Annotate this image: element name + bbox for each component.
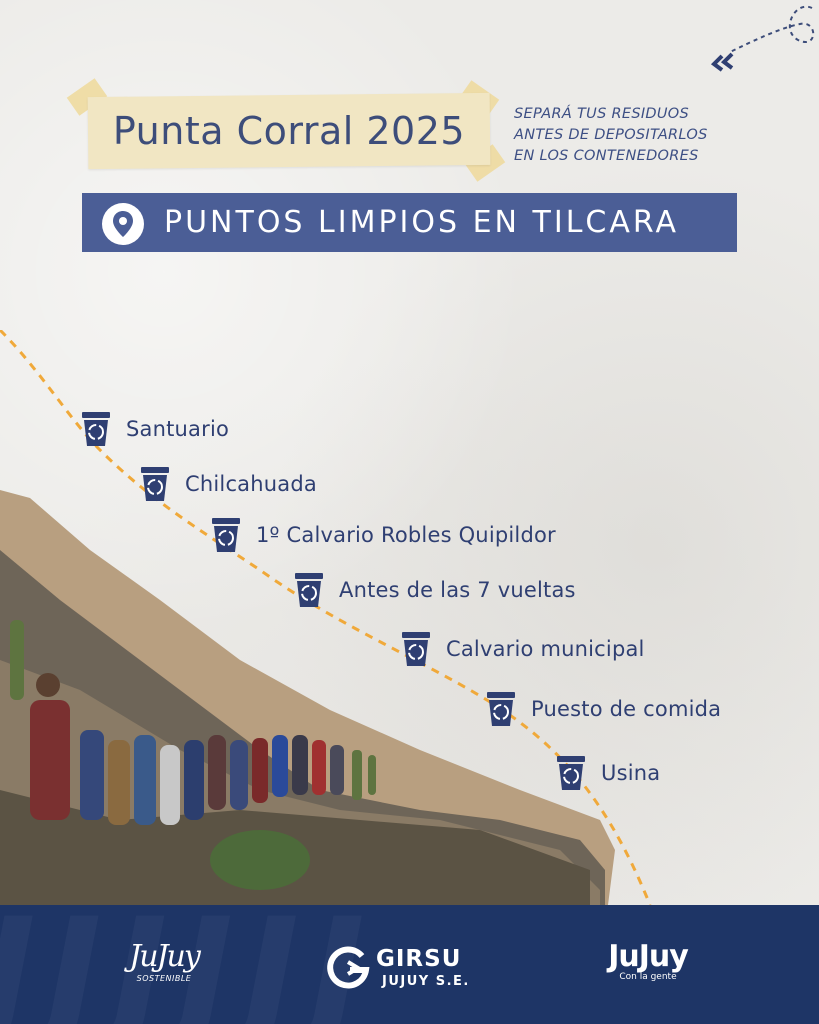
girsu-logo — [322, 944, 482, 994]
recycle-bin-icon — [141, 467, 169, 501]
instruction-note — [514, 104, 774, 167]
stop-label: Santuario — [126, 417, 230, 441]
location-pin-icon — [102, 203, 144, 245]
recycle-bin-icon — [557, 756, 585, 790]
stop-label: Usina — [601, 761, 661, 785]
recycle-bin-icon — [212, 518, 240, 552]
stop-item — [141, 467, 317, 501]
jujuy-con-la-gente-logo — [592, 940, 704, 982]
recycle-bin-icon — [487, 692, 515, 726]
logo-text: JuJuy — [129, 939, 199, 974]
stop-label: Puesto de comida — [531, 697, 722, 721]
banner-title: PUNTOS LIMPIOS EN TILCARA — [164, 205, 680, 240]
stop-item — [487, 692, 721, 726]
dotted-arrow-icon — [700, 0, 819, 80]
note-line: SEPARÁ TUS RESIDUOS — [514, 106, 690, 122]
logo-subtext: SOSTENIBLE — [136, 974, 192, 983]
note-line: ANTES DE DEPOSITARLOS — [514, 127, 708, 143]
note-line: EN LOS CONTENEDORES — [514, 148, 699, 164]
recycle-bin-icon — [82, 412, 110, 446]
stop-item — [82, 412, 229, 446]
stop-item — [557, 756, 660, 790]
logo-subtext: JUJUY S.E. — [382, 974, 470, 989]
stop-label: Antes de las 7 vueltas — [339, 578, 576, 602]
jujuy-sostenible-logo — [118, 940, 210, 983]
stop-item — [212, 518, 556, 552]
stop-label: 1º Calvario Robles Quipildor — [256, 523, 556, 547]
stop-label: Chilcahuada — [185, 472, 317, 496]
recycle-bin-icon — [402, 632, 430, 666]
logo-subtext: Con la gente — [619, 972, 677, 982]
logo-text: GIRSU — [376, 946, 462, 972]
page-title: Punta Corral 2025 — [112, 109, 466, 153]
logo-text: JuJuy — [608, 939, 688, 974]
stop-item — [295, 573, 576, 607]
recycle-bin-icon — [295, 573, 323, 607]
girsu-g-icon — [326, 946, 370, 990]
stop-label: Calvario municipal — [446, 637, 645, 661]
stop-item — [402, 632, 645, 666]
